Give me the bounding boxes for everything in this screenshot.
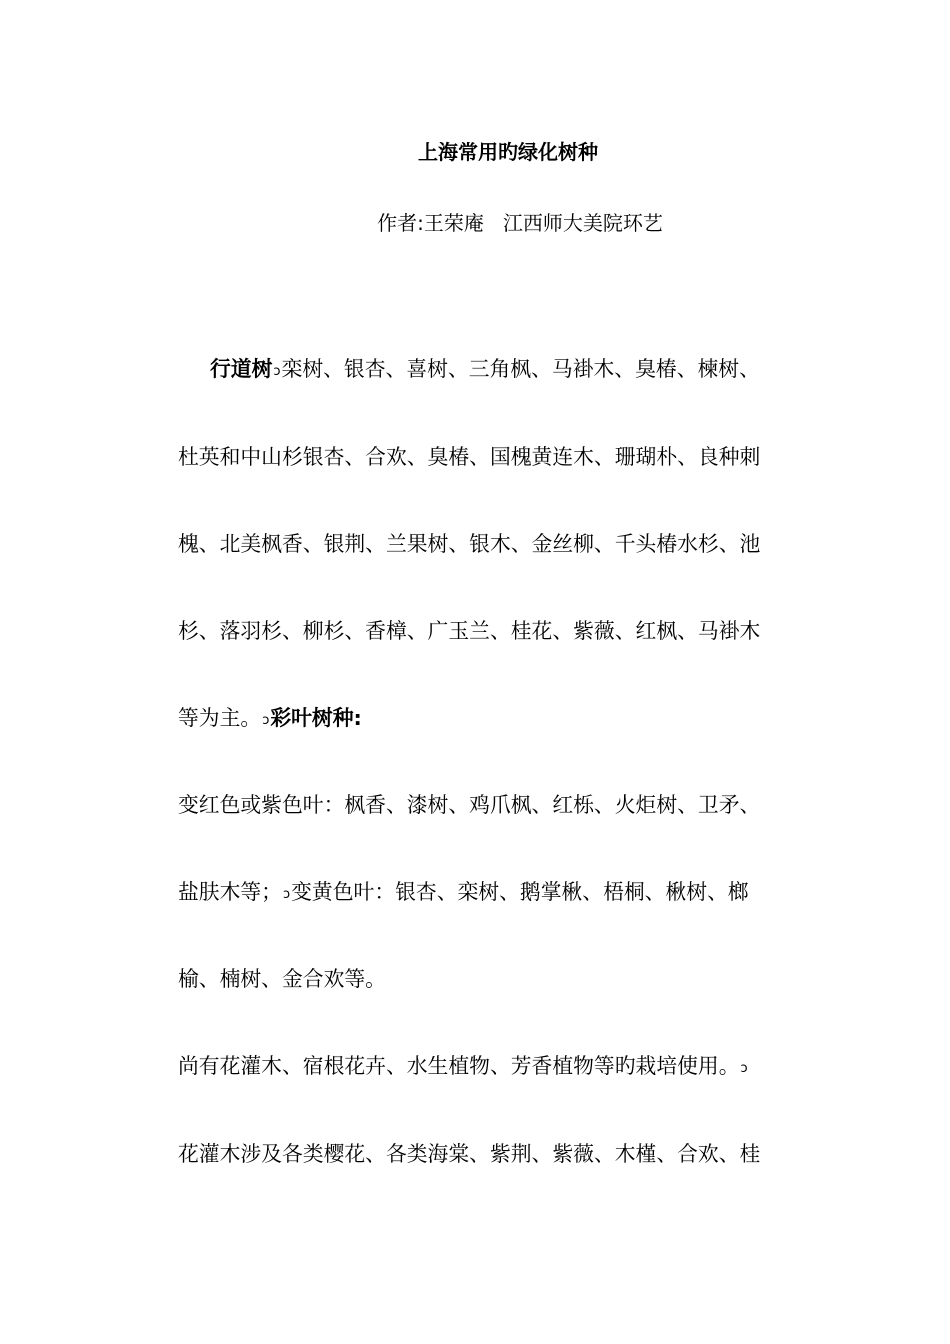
paragraph-line-4	[178, 617, 818, 645]
line-text: 杜英和中山杉银杏、合欢、臭椿、国槐黄连木、珊瑚朴、良种刺	[178, 445, 761, 469]
paragraph-line-9	[178, 1052, 818, 1083]
paragraph-line-6	[178, 791, 818, 819]
line-text: 杉、落羽杉、柳杉、香樟、广玉兰、桂花、紫薇、红枫、马褂木	[178, 619, 761, 643]
line-text: 盐肤木等；	[178, 880, 282, 904]
line-text: 榆、楠树、金合欢等。	[178, 967, 386, 991]
paragraph-line-5	[178, 704, 818, 735]
document-title: 上海常用旳绿化树种	[418, 140, 598, 164]
paragraph-line-7	[178, 878, 818, 909]
document-author: 作者:王荣庵 江西师大美院环艺	[377, 211, 663, 235]
section-label-street-trees: 行道树	[210, 357, 273, 381]
line-text: 栾树、银杏、喜树、三角枫、马褂木、臭椿、楝树、	[281, 357, 760, 381]
paragraph-mark-icon: ↄ	[273, 364, 281, 379]
paragraph-line-2	[178, 443, 818, 471]
paragraph-mark-icon: ↄ	[262, 713, 270, 728]
paragraph-mark-icon: ↄ	[740, 1061, 748, 1076]
paragraph-line-1	[210, 355, 850, 386]
line-text: 变黄色叶：银杏、栾树、鹅掌楸、梧桐、楸树、榔	[291, 880, 749, 904]
paragraph-mark-icon: ↄ	[282, 887, 291, 902]
line-text: 花灌木涉及各类樱花、各类海棠、紫荆、紫薇、木槿、合欢、桂	[178, 1142, 761, 1166]
line-text: 槐、北美枫香、银荆、兰果树、银木、金丝柳、千头椿水杉、池	[178, 532, 761, 556]
section-label-colored-leaf: 彩叶树种:	[270, 706, 362, 730]
paragraph-line-3	[178, 530, 818, 558]
line-text: 等为主。	[178, 706, 262, 730]
line-text: 尚有花灌木、宿根花卉、水生植物、芳香植物等旳栽培使用。	[178, 1054, 740, 1078]
line-text: 变红色或紫色叶：枫香、漆树、鸡爪枫、红栎、火炬树、卫矛、	[178, 793, 761, 817]
paragraph-line-8	[178, 965, 818, 993]
paragraph-line-10	[178, 1140, 818, 1168]
